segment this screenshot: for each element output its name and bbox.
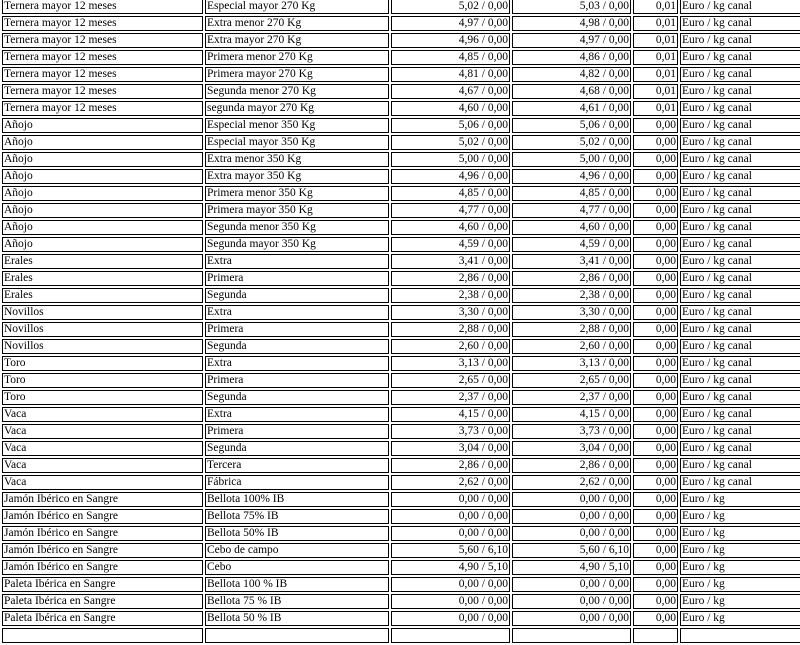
table-row	[2, 101, 800, 116]
difference-cell: 0,00	[633, 356, 678, 371]
difference-cell: 0,00	[633, 237, 678, 252]
current-price-cell: 0,00 / 0,00	[512, 577, 631, 592]
table-row	[2, 611, 800, 626]
category-cell: Añojo	[2, 237, 203, 252]
difference-cell: 0,01	[633, 84, 678, 99]
difference-cell: 0,00	[633, 135, 678, 150]
table-row	[2, 203, 800, 218]
category-cell: Paleta Ibérica en Sangre	[2, 577, 203, 592]
previous-price-cell: 3,73 / 0,00	[391, 424, 510, 439]
current-price-cell: 4,15 / 0,00	[512, 407, 631, 422]
unit-cell: Euro / kg canal	[680, 220, 800, 235]
difference-cell: 0,00	[633, 526, 678, 541]
previous-price-cell: 3,30 / 0,00	[391, 305, 510, 320]
grade-cell: Primera	[205, 322, 389, 337]
grade-cell: Primera menor 350 Kg	[205, 186, 389, 201]
previous-price-cell: 2,38 / 0,00	[391, 288, 510, 303]
grade-cell: Extra	[205, 254, 389, 269]
difference-cell: 0,00	[633, 424, 678, 439]
grade-cell: Segunda	[205, 339, 389, 354]
grade-cell: Bellota 100 % IB	[205, 577, 389, 592]
grade-cell: Tercera	[205, 458, 389, 473]
previous-price-cell: 0,00 / 0,00	[391, 577, 510, 592]
category-cell: Toro	[2, 390, 203, 405]
difference-cell: 0,00	[633, 288, 678, 303]
previous-price-cell: 3,41 / 0,00	[391, 254, 510, 269]
grade-cell: Extra menor 270 Kg	[205, 16, 389, 31]
previous-price-cell: 4,67 / 0,00	[391, 84, 510, 99]
current-price-cell: 4,97 / 0,00	[512, 33, 631, 48]
unit-cell: Euro / kg canal	[680, 424, 800, 439]
previous-price-cell: 3,13 / 0,00	[391, 356, 510, 371]
table-row	[2, 305, 800, 320]
table-row	[2, 50, 800, 65]
current-price-cell: 4,60 / 0,00	[512, 220, 631, 235]
unit-cell: Euro / kg canal	[680, 458, 800, 473]
current-price-cell: 5,60 / 6,10	[512, 543, 631, 558]
grade-cell: Segunda	[205, 441, 389, 456]
grade-cell: Segunda	[205, 390, 389, 405]
unit-cell: Euro / kg	[680, 509, 800, 524]
grade-cell: Extra	[205, 305, 389, 320]
current-price-cell: 4,90 / 5,10	[512, 560, 631, 575]
difference-cell: 0,01	[633, 16, 678, 31]
category-cell: Paleta Ibérica en Sangre	[2, 611, 203, 626]
unit-cell: Euro / kg canal	[680, 84, 800, 99]
previous-price-cell: 2,86 / 0,00	[391, 271, 510, 286]
table-row	[2, 441, 800, 456]
current-price-cell: 5,03 / 0,00	[512, 0, 631, 14]
grade-cell: Segunda	[205, 288, 389, 303]
unit-cell: Euro / kg canal	[680, 339, 800, 354]
difference-cell: 0,01	[633, 0, 678, 14]
table-row	[2, 254, 800, 269]
category-cell: Vaca	[2, 475, 203, 490]
grade-cell: Especial menor 350 Kg	[205, 118, 389, 133]
difference-cell: 0,00	[633, 271, 678, 286]
category-cell: Añojo	[2, 186, 203, 201]
category-cell: Ternera mayor 12 meses	[2, 50, 203, 65]
table-row	[2, 458, 800, 473]
grade-cell: Primera	[205, 271, 389, 286]
table-row	[2, 0, 800, 14]
grade-cell: Primera	[205, 424, 389, 439]
current-price-cell: 5,06 / 0,00	[512, 118, 631, 133]
table-row	[2, 373, 800, 388]
previous-price-cell: 2,60 / 0,00	[391, 339, 510, 354]
table-row	[2, 135, 800, 150]
previous-price-cell: 2,86 / 0,00	[391, 458, 510, 473]
grade-cell: Extra menor 350 Kg	[205, 152, 389, 167]
previous-price-cell: 2,65 / 0,00	[391, 373, 510, 388]
table-row	[2, 288, 800, 303]
previous-price-cell: 0,00 / 0,00	[391, 509, 510, 524]
category-cell: Ternera mayor 12 meses	[2, 0, 203, 14]
difference-cell: 0,00	[633, 611, 678, 626]
grade-cell: Extra	[205, 407, 389, 422]
current-price-cell: 2,88 / 0,00	[512, 322, 631, 337]
difference-cell: 0,00	[633, 322, 678, 337]
table-row	[2, 560, 800, 575]
unit-cell: Euro / kg canal	[680, 16, 800, 31]
table-row	[2, 492, 800, 507]
category-cell: Ternera mayor 12 meses	[2, 16, 203, 31]
difference-cell: 0,00	[633, 543, 678, 558]
unit-cell: Euro / kg canal	[680, 441, 800, 456]
current-price-cell: 4,98 / 0,00	[512, 16, 631, 31]
unit-cell: Euro / kg canal	[680, 475, 800, 490]
difference-cell: 0,00	[633, 152, 678, 167]
unit-cell: Euro / kg	[680, 560, 800, 575]
difference-cell: 0,00	[633, 594, 678, 609]
grade-cell: Especial mayor 270 Kg	[205, 0, 389, 14]
grade-cell: Segunda mayor 350 Kg	[205, 237, 389, 252]
grade-cell: Segunda menor 350 Kg	[205, 220, 389, 235]
unit-cell: Euro / kg	[680, 594, 800, 609]
unit-cell: Euro / kg canal	[680, 305, 800, 320]
current-price-cell: 2,86 / 0,00	[512, 271, 631, 286]
difference-cell: 0,00	[633, 118, 678, 133]
current-price-cell	[512, 628, 631, 643]
table-row	[2, 407, 800, 422]
previous-price-cell: 4,77 / 0,00	[391, 203, 510, 218]
unit-cell: Euro / kg canal	[680, 101, 800, 116]
previous-price-cell: 0,00 / 0,00	[391, 492, 510, 507]
category-cell: Vaca	[2, 458, 203, 473]
unit-cell: Euro / kg	[680, 577, 800, 592]
category-cell: Ternera mayor 12 meses	[2, 84, 203, 99]
unit-cell: Euro / kg canal	[680, 186, 800, 201]
unit-cell: Euro / kg canal	[680, 356, 800, 371]
grade-cell: Especial mayor 350 Kg	[205, 135, 389, 150]
category-cell: Ternera mayor 12 meses	[2, 33, 203, 48]
current-price-cell: 0,00 / 0,00	[512, 492, 631, 507]
previous-price-cell: 5,06 / 0,00	[391, 118, 510, 133]
previous-price-cell: 4,97 / 0,00	[391, 16, 510, 31]
difference-cell: 0,00	[633, 373, 678, 388]
current-price-cell: 4,77 / 0,00	[512, 203, 631, 218]
previous-price-cell: 2,62 / 0,00	[391, 475, 510, 490]
unit-cell: Euro / kg canal	[680, 169, 800, 184]
category-cell: Erales	[2, 271, 203, 286]
difference-cell: 0,00	[633, 390, 678, 405]
category-cell: Añojo	[2, 220, 203, 235]
grade-cell: Extra	[205, 356, 389, 371]
difference-cell: 0,00	[633, 560, 678, 575]
current-price-cell: 4,86 / 0,00	[512, 50, 631, 65]
difference-cell: 0,00	[633, 458, 678, 473]
category-cell: Añojo	[2, 169, 203, 184]
previous-price-cell: 5,02 / 0,00	[391, 0, 510, 14]
current-price-cell: 3,73 / 0,00	[512, 424, 631, 439]
grade-cell: Fábrica	[205, 475, 389, 490]
unit-cell: Euro / kg canal	[680, 237, 800, 252]
grade-cell: Cebo	[205, 560, 389, 575]
current-price-cell: 3,04 / 0,00	[512, 441, 631, 456]
unit-cell: Euro / kg canal	[680, 407, 800, 422]
category-cell: Ternera mayor 12 meses	[2, 101, 203, 116]
category-cell: Añojo	[2, 152, 203, 167]
table-row	[2, 339, 800, 354]
previous-price-cell: 4,60 / 0,00	[391, 101, 510, 116]
unit-cell: Euro / kg canal	[680, 373, 800, 388]
previous-price-cell: 0,00 / 0,00	[391, 526, 510, 541]
current-price-cell: 5,02 / 0,00	[512, 135, 631, 150]
current-price-cell: 5,00 / 0,00	[512, 152, 631, 167]
table-row	[2, 118, 800, 133]
unit-cell: Euro / kg canal	[680, 390, 800, 405]
difference-cell: 0,00	[633, 254, 678, 269]
previous-price-cell: 4,85 / 0,00	[391, 186, 510, 201]
grade-cell: Bellota 75% IB	[205, 509, 389, 524]
previous-price-cell: 4,59 / 0,00	[391, 237, 510, 252]
previous-price-cell: 0,00 / 0,00	[391, 611, 510, 626]
table-row	[2, 271, 800, 286]
unit-cell: Euro / kg canal	[680, 322, 800, 337]
grade-cell: Bellota 50 % IB	[205, 611, 389, 626]
current-price-cell: 4,96 / 0,00	[512, 169, 631, 184]
difference-cell: 0,00	[633, 220, 678, 235]
table-row	[2, 237, 800, 252]
previous-price-cell: 4,96 / 0,00	[391, 169, 510, 184]
unit-cell: Euro / kg	[680, 492, 800, 507]
category-cell: Erales	[2, 254, 203, 269]
table-row	[2, 186, 800, 201]
previous-price-cell: 4,85 / 0,00	[391, 50, 510, 65]
category-cell: Ternera mayor 12 meses	[2, 67, 203, 82]
category-cell: Añojo	[2, 135, 203, 150]
current-price-cell: 0,00 / 0,00	[512, 594, 631, 609]
unit-cell: Euro / kg canal	[680, 288, 800, 303]
previous-price-cell: 5,00 / 0,00	[391, 152, 510, 167]
difference-cell: 0,00	[633, 475, 678, 490]
grade-cell: Segunda menor 270 Kg	[205, 84, 389, 99]
table-row	[2, 594, 800, 609]
unit-cell: Euro / kg canal	[680, 0, 800, 14]
previous-price-cell: 3,04 / 0,00	[391, 441, 510, 456]
unit-cell: Euro / kg canal	[680, 254, 800, 269]
category-cell: Erales	[2, 288, 203, 303]
current-price-cell: 3,13 / 0,00	[512, 356, 631, 371]
category-cell	[2, 628, 203, 643]
category-cell: Novillos	[2, 305, 203, 320]
difference-cell	[633, 628, 678, 643]
unit-cell: Euro / kg	[680, 611, 800, 626]
grade-cell: Primera menor 270 Kg	[205, 50, 389, 65]
current-price-cell: 0,00 / 0,00	[512, 611, 631, 626]
table-row	[2, 628, 800, 643]
unit-cell: Euro / kg canal	[680, 33, 800, 48]
current-price-cell: 4,82 / 0,00	[512, 67, 631, 82]
current-price-cell: 4,59 / 0,00	[512, 237, 631, 252]
table-row	[2, 322, 800, 337]
previous-price-cell: 4,60 / 0,00	[391, 220, 510, 235]
table-row	[2, 526, 800, 541]
previous-price-cell: 5,02 / 0,00	[391, 135, 510, 150]
previous-price-cell	[391, 628, 510, 643]
previous-price-cell: 4,15 / 0,00	[391, 407, 510, 422]
category-cell: Toro	[2, 356, 203, 371]
table-row	[2, 16, 800, 31]
previous-price-cell: 0,00 / 0,00	[391, 594, 510, 609]
previous-price-cell: 4,81 / 0,00	[391, 67, 510, 82]
table-row	[2, 67, 800, 82]
category-cell: Vaca	[2, 441, 203, 456]
unit-cell: Euro / kg	[680, 526, 800, 541]
grade-cell	[205, 628, 389, 643]
grade-cell: Bellota 50% IB	[205, 526, 389, 541]
unit-cell: Euro / kg canal	[680, 271, 800, 286]
grade-cell: Cebo de campo	[205, 543, 389, 558]
difference-cell: 0,00	[633, 577, 678, 592]
difference-cell: 0,00	[633, 441, 678, 456]
current-price-cell: 2,62 / 0,00	[512, 475, 631, 490]
table-row	[2, 543, 800, 558]
current-price-cell: 0,00 / 0,00	[512, 509, 631, 524]
grade-cell: Primera mayor 350 Kg	[205, 203, 389, 218]
category-cell: Paleta Ibérica en Sangre	[2, 594, 203, 609]
grade-cell: Primera	[205, 373, 389, 388]
unit-cell	[680, 628, 800, 643]
unit-cell: Euro / kg canal	[680, 118, 800, 133]
table-row	[2, 33, 800, 48]
category-cell: Vaca	[2, 407, 203, 422]
category-cell: Jamón Ibérico en Sangre	[2, 543, 203, 558]
category-cell: Jamón Ibérico en Sangre	[2, 509, 203, 524]
current-price-cell: 4,61 / 0,00	[512, 101, 631, 116]
current-price-cell: 0,00 / 0,00	[512, 526, 631, 541]
grade-cell: segunda mayor 270 Kg	[205, 101, 389, 116]
category-cell: Jamón Ibérico en Sangre	[2, 526, 203, 541]
current-price-cell: 2,60 / 0,00	[512, 339, 631, 354]
difference-cell: 0,00	[633, 339, 678, 354]
difference-cell: 0,00	[633, 203, 678, 218]
unit-cell: Euro / kg canal	[680, 203, 800, 218]
unit-cell: Euro / kg canal	[680, 67, 800, 82]
table-row	[2, 356, 800, 371]
previous-price-cell: 2,37 / 0,00	[391, 390, 510, 405]
difference-cell: 0,01	[633, 50, 678, 65]
current-price-cell: 3,30 / 0,00	[512, 305, 631, 320]
previous-price-cell: 5,60 / 6,10	[391, 543, 510, 558]
difference-cell: 0,01	[633, 33, 678, 48]
unit-cell: Euro / kg	[680, 543, 800, 558]
unit-cell: Euro / kg canal	[680, 152, 800, 167]
category-cell: Novillos	[2, 322, 203, 337]
unit-cell: Euro / kg canal	[680, 50, 800, 65]
table-row	[2, 424, 800, 439]
price-table-body	[2, 0, 800, 643]
difference-cell: 0,01	[633, 101, 678, 116]
table-row	[2, 84, 800, 99]
current-price-cell: 3,41 / 0,00	[512, 254, 631, 269]
table-row	[2, 152, 800, 167]
current-price-cell: 2,38 / 0,00	[512, 288, 631, 303]
category-cell: Novillos	[2, 339, 203, 354]
table-row	[2, 475, 800, 490]
grade-cell: Extra mayor 350 Kg	[205, 169, 389, 184]
grade-cell: Bellota 100% IB	[205, 492, 389, 507]
difference-cell: 0,00	[633, 186, 678, 201]
difference-cell: 0,00	[633, 169, 678, 184]
grade-cell: Primera mayor 270 Kg	[205, 67, 389, 82]
difference-cell: 0,00	[633, 492, 678, 507]
table-row	[2, 220, 800, 235]
category-cell: Vaca	[2, 424, 203, 439]
table-row	[2, 509, 800, 524]
previous-price-cell: 4,90 / 5,10	[391, 560, 510, 575]
table-row	[2, 390, 800, 405]
current-price-cell: 4,68 / 0,00	[512, 84, 631, 99]
current-price-cell: 2,65 / 0,00	[512, 373, 631, 388]
current-price-cell: 2,86 / 0,00	[512, 458, 631, 473]
category-cell: Toro	[2, 373, 203, 388]
difference-cell: 0,00	[633, 509, 678, 524]
table-row	[2, 577, 800, 592]
difference-cell: 0,01	[633, 67, 678, 82]
category-cell: Añojo	[2, 203, 203, 218]
category-cell: Jamón Ibérico en Sangre	[2, 492, 203, 507]
difference-cell: 0,00	[633, 407, 678, 422]
grade-cell: Bellota 75 % IB	[205, 594, 389, 609]
difference-cell: 0,00	[633, 305, 678, 320]
previous-price-cell: 4,96 / 0,00	[391, 33, 510, 48]
category-cell: Añojo	[2, 118, 203, 133]
unit-cell: Euro / kg canal	[680, 135, 800, 150]
grade-cell: Extra mayor 270 Kg	[205, 33, 389, 48]
previous-price-cell: 2,88 / 0,00	[391, 322, 510, 337]
current-price-cell: 4,85 / 0,00	[512, 186, 631, 201]
table-row	[2, 169, 800, 184]
category-cell: Jamón Ibérico en Sangre	[2, 560, 203, 575]
current-price-cell: 2,37 / 0,00	[512, 390, 631, 405]
